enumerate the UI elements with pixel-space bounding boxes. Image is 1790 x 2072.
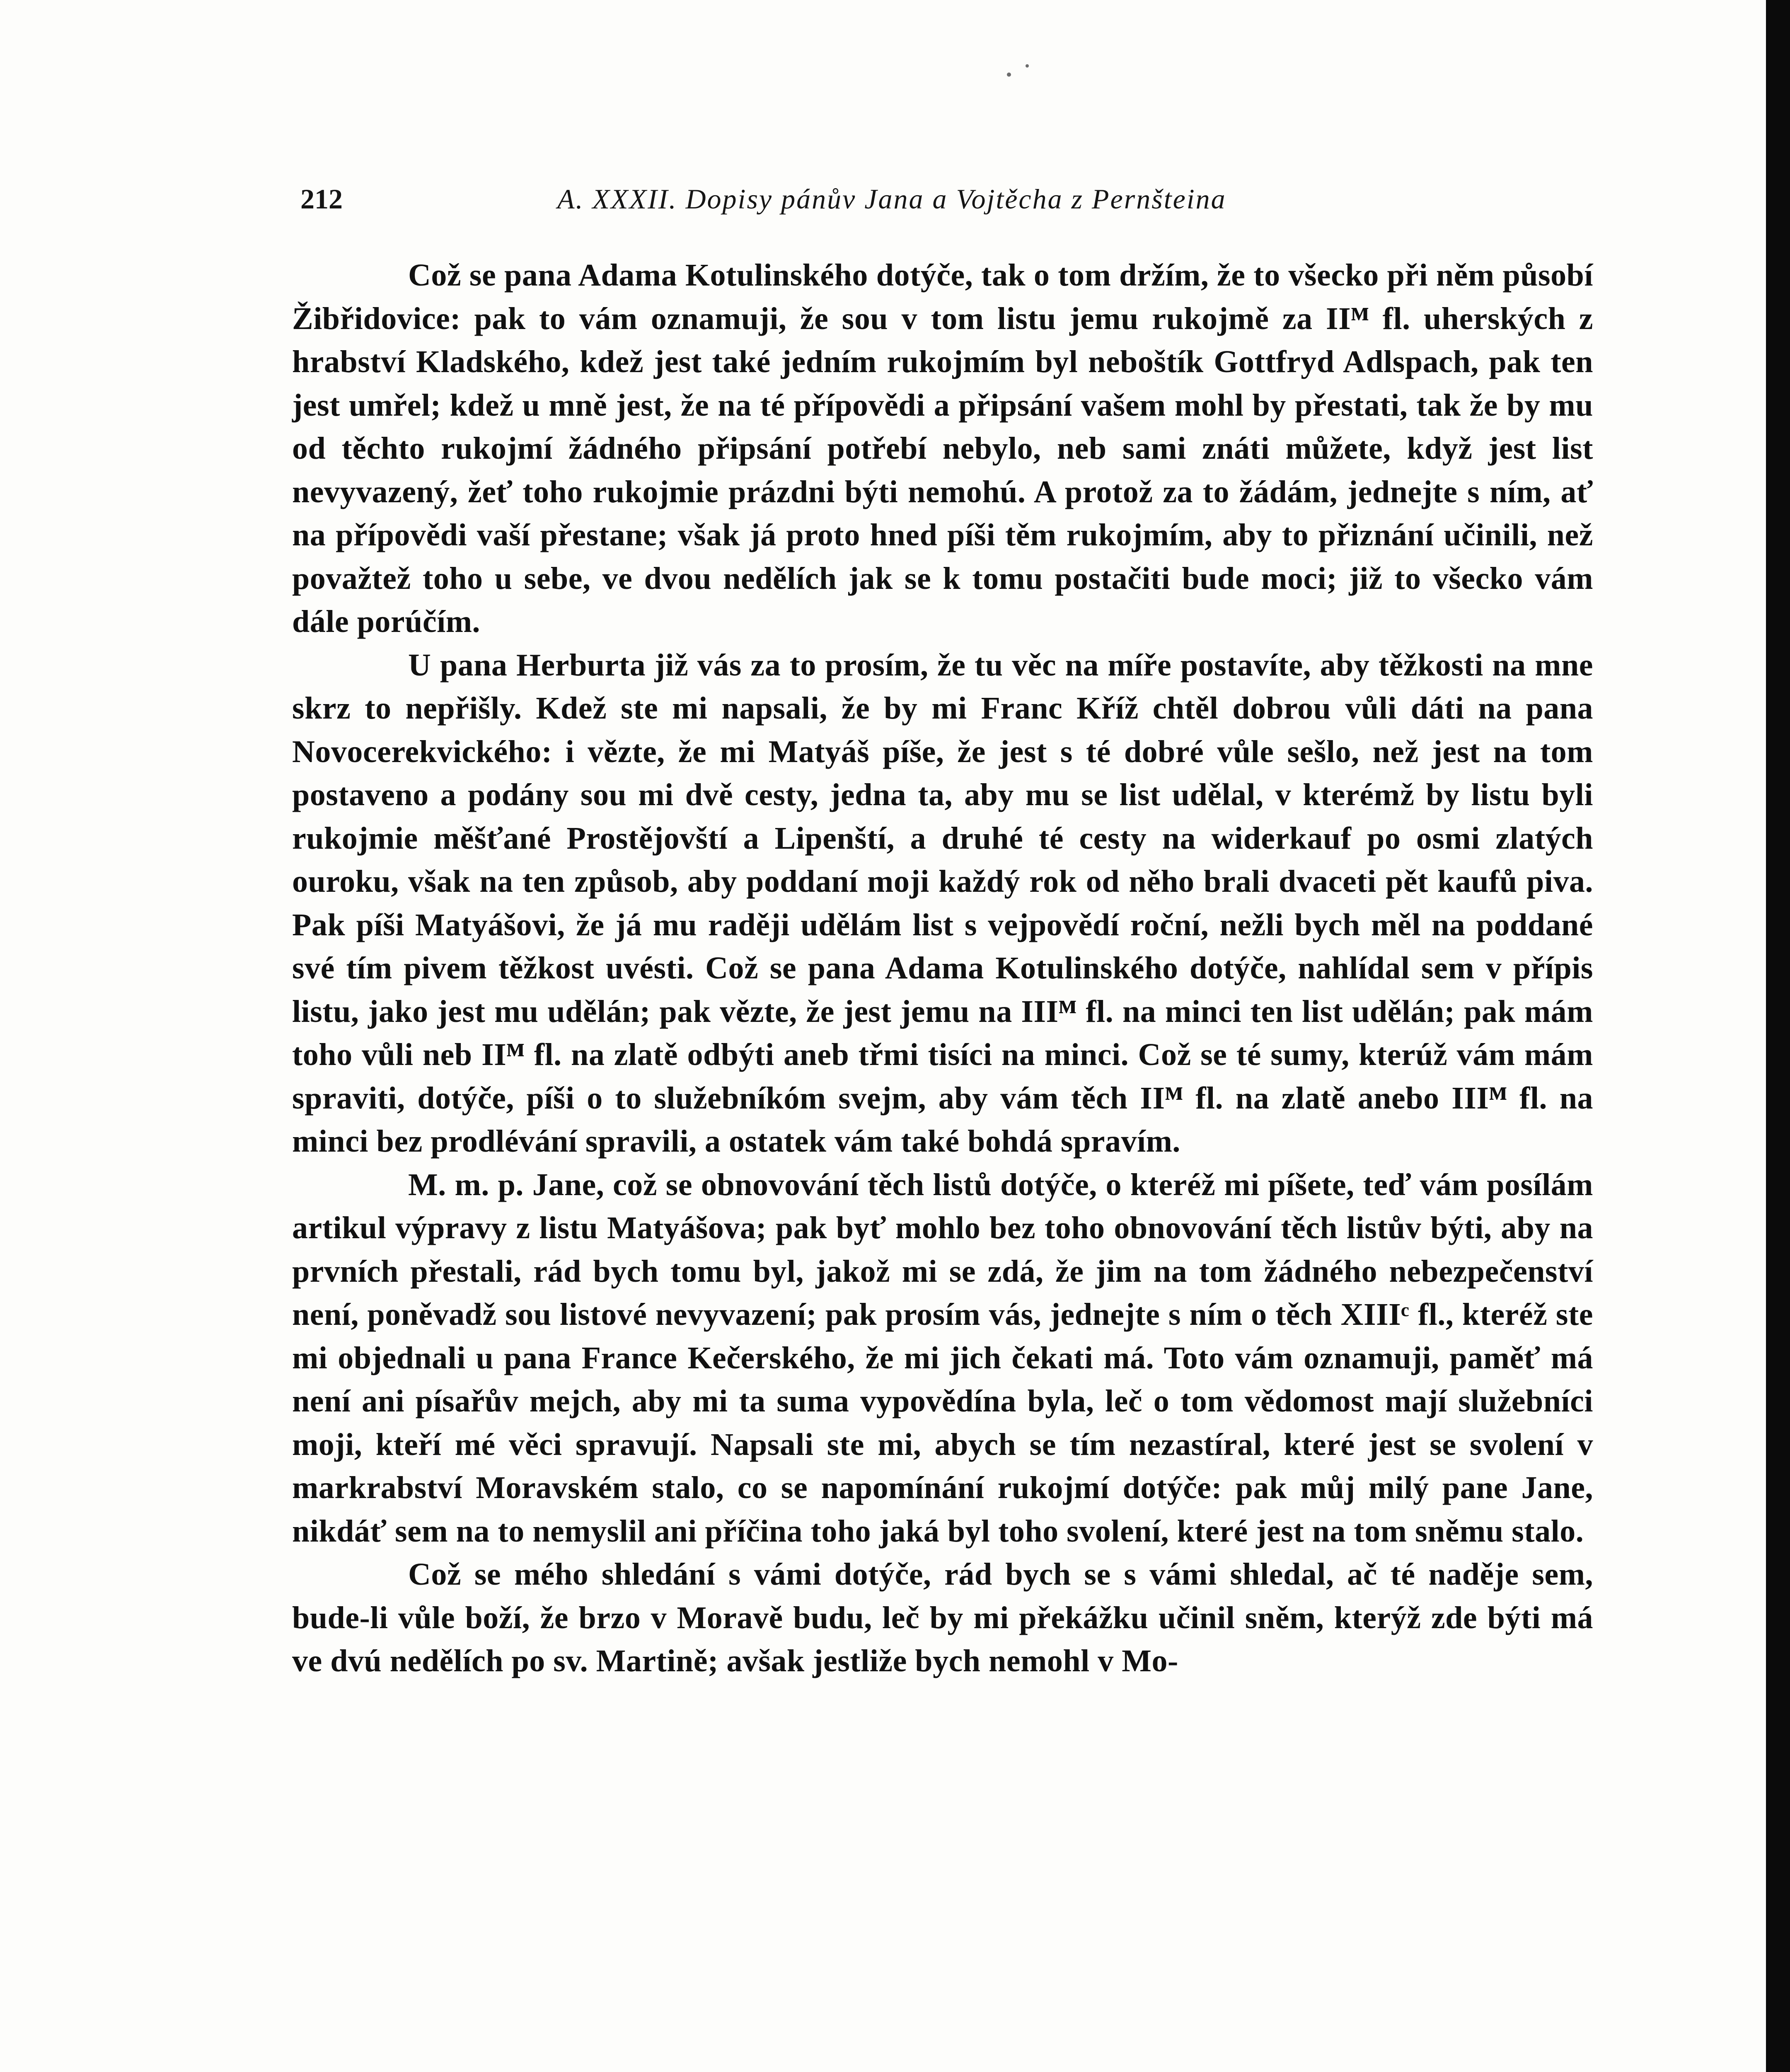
paragraph-1: Což se pana Adama Kotulinského dotýče, tak o tom držím, že to všecko při něm působí Žibřidovice: pak to vám oznamuji, že sou v tom listu jemu rukojmě za IIᴹ fl. uherských z hrabství Kladského, kdež jest také jedním rukojmím byl neboštík Gottfryd Adlspach, pak ten jest umřel; kdež u mně jest, že na té přípovědi a připsání vašem mohl by přestati, tak že by mu od těchto rukojmí žádného připsání potřebí nebylo, neb sami znáti můžete, když jest list nevyvazený, žeť toho rukojmie prázdni býti nemohú. A protož za to žádám, jednejte s ním, ať na přípovědi vaší přestane; však já proto hned píši těm rukojmím, aby to přiznání učinili, než považtež toho u sebe, ve dvou nedělích jak se k tomu postačiti bude moci; již to všecko vám dále porúčím. [292, 258, 1593, 639]
scan-speck [1026, 64, 1029, 68]
body-text [292, 254, 1593, 1683]
paragraph-3: M. m. p. Jane, což se obnovování těch listů dotýče, o kteréž mi píšete, teď vám posílám artikul výpravy z listu Matyášova; pak byť mohlo bez toho obnovování těch listův býti, aby na prvních přestali, rád bych tomu byl, jakož mi se zdá, že jim na tom žádného nebezpečenství není, poněvadž sou listové nevyvazení; pak prosím vás, jednejte s ním o těch XIIIᶜ fl., kteréž ste mi objednali u pana France Kečerského, že mi jich čekati má. Toto vám oznamuji, paměť má není ani písařův mejch, aby mi ta suma vypovědína byla, leč o tom vědomost mají služebníci moji, kteří mé věci spravují. Napsali ste mi, abych se tím nezastíral, které jest se svolení v markrabství Moravském stalo, co se napomínání rukojmí dotýče: pak můj milý pane Jane, nikdáť sem na to nemyslil ani příčina toho jaká byl toho svolení, které jest na tom sněmu stalo. [292, 1167, 1593, 1549]
scan-border-right [1766, 0, 1790, 2072]
page-header [300, 178, 1585, 228]
paragraph-2: U pana Herburta již vás za to prosím, že tu věc na míře postavíte, aby těžkosti na mne skrz to nepřišly. Kdež ste mi napsali, že by mi Franc Kříž chtěl dobrou vůli dáti na pana Novocerekvického: i vězte, že mi Matyáš píše, že jest s té dobré vůle sešlo, než jest na tom postaveno a podány sou mi dvě cesty, jedna ta, aby mu se list udělal, v kterémž by listu byli rukojmie měšťané Prostějovští a Lipenští, a druhé té cesty na widerkauf po osmi zlatých ouroku, však na ten způsob, aby poddaní moji každý rok od něho brali dvaceti pět kaufů piva. Pak píši Matyášovi, že já mu raději udělám list s vejpovědí roční, nežli bych měl na poddané své tím pivem těžkost uvésti. Což se pana Adama Kotulinského dotýče, nahlídal sem v přípis listu, jako jest mu udělán; pak vězte, že jest jemu na IIIᴹ fl. na minci ten list udělán; pak mám toho vůli neb IIᴹ fl. na zlatě odbýti aneb třmi tisíci na minci. Což se té sumy, kterúž vám mám spraviti, dotýče, píši o to služebníkóm svejm, aby vám těch IIᴹ fl. na zlatě anebo IIIᴹ fl. na minci bez prodlévání spravili, a ostatek vám také bohdá spravím. [292, 647, 1593, 1159]
page-number: 212 [300, 183, 343, 215]
running-title: A. XXXII. Dopisy pánův Jana a Vojtěcha z Pernšteina [557, 183, 1226, 215]
paragraph-4: Což se mého shledání s vámi dotýče, rád bych se s vámi shledal, ač té naděje sem, bude-li vůle boží, že brzo v Moravě budu, leč by mi překážku učinil sněm, kterýž zde býti má ve dvú nedělích po sv. Martině; avšak jestliže bych nemohl v Mo- [292, 1557, 1593, 1678]
scan-speck [1007, 73, 1011, 77]
